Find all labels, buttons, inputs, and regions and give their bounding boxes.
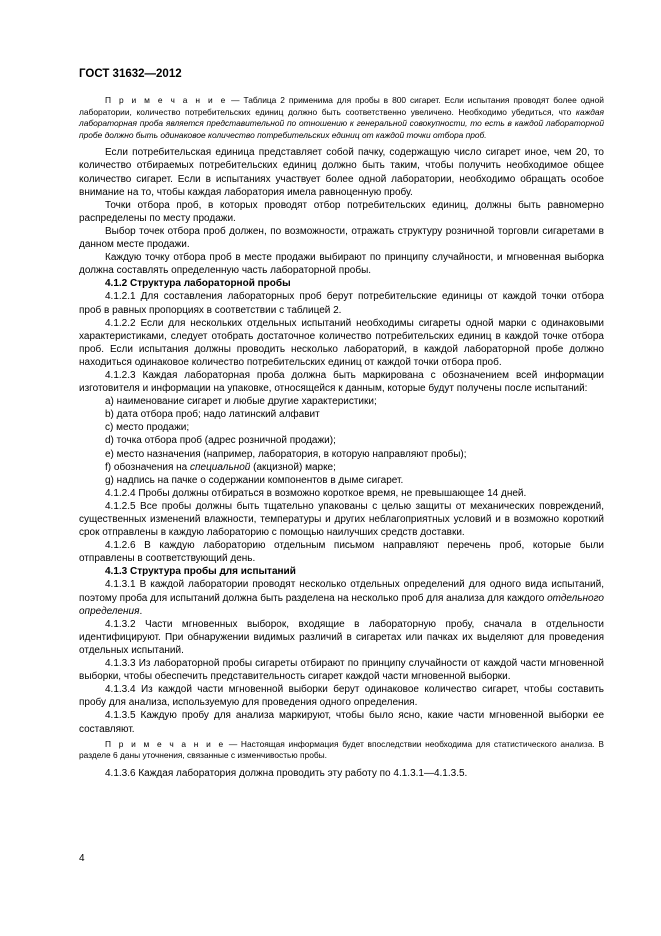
clause-4-1-2-5: 4.1.2.5 Все пробы должны быть тщательно упакованы с целью защиты от механических повреждений, существенных изменений влажности, температуры и других неблагоприятных условий и в возможно короткий срок отправлены в каждую лабораторию с помощью наилучших средств доставки.	[79, 500, 604, 539]
note-text: — Настоящая информация будет впоследствии необходима для статистического анализа. В разделе 6 даны уточнения, связанные с изменчивостью пробы.	[79, 738, 604, 761]
clause-4-1-3-5: 4.1.3.5 Каждую пробу для анализа маркируют, чтобы было ясно, какие части мгновенной выборки ее составляют.	[79, 710, 604, 735]
note-label: П р и м е ч а н и е	[105, 738, 226, 749]
paragraph: Если потребительская единица представляет собой пачку, содержащую число сигарет иное, чем 20, то количество отбираемых потребительских единиц должно быть таким, чтобы получить необходимое общее количество сигарет. Если в испытаниях участвует более одной лаборатории, необходимо обращать особое внимание на то, чтобы каждая лаборатория имела равноценную пробу.	[79, 147, 604, 198]
clause-4-1-2-3: 4.1.2.3 Каждая лабораторная проба должна быть маркирована с обозначением всей информации изготовителя и информации на упаковке, относящейся к данным, которые будут получены после испытаний:	[79, 369, 604, 395]
list-item-f	[79, 461, 604, 474]
list-item-g: g) надпись на пачке о содержании компонентов в дыме сигарет.	[105, 474, 404, 486]
clause-4-1-2-4: 4.1.2.4 Пробы должны отбираться в возможно короткое время, не превышающее 14 дней.	[105, 487, 527, 499]
clause-4-1-3-6: 4.1.3.6 Каждая лаборатория должна проводить эту работу по 4.1.3.1—4.1.3.5.	[105, 767, 468, 779]
list-item-e: e) место назначения (например, лаборатория, в которую направляют пробы);	[105, 448, 467, 460]
note-paragraph-1	[79, 95, 604, 141]
note-text-italic: каждая лабораторная проба является представительной по отношению к генеральной совокупности, то есть в каждой лабораторной пробе должно быть одинаковое количество потребительских единиц от каждой точки отбора проб.	[79, 106, 604, 140]
clause-4-1-3-3: 4.1.3.3 Из лабораторной пробы сигареты отбирают по принципу случайности от каждой части мгновенной выборки, чтобы обеспечить представительность сигарет каждой части мгновенной выборки.	[79, 658, 604, 683]
list-item-d: d) точка отбора проб (адрес розничной продажи);	[105, 435, 336, 447]
paragraph: Каждую точку отбора проб в месте продажи выбирают по принципу случайности, и мгновенная выборка должна составлять определенную часть лабораторной пробы.	[79, 252, 604, 277]
list-item-f-italic: специальной	[190, 461, 251, 473]
section-heading-4-1-3: 4.1.3 Структура пробы для испытаний	[105, 566, 296, 578]
clause-4-1-3-4: 4.1.3.4 Из каждой части мгновенной выборки берут одинаковое количество сигарет, чтобы составить пробу для анализа, используемую для проведения одного определения.	[79, 684, 604, 709]
paragraph: Точки отбора проб, в которых проводят отбор потребительских единиц, должны быть равномерно распределены по месту продажи.	[79, 199, 604, 224]
list-item-a: a) наименование сигарет и любые другие характеристики;	[105, 396, 377, 408]
list-item-f-text: f) обозначения на	[105, 461, 191, 473]
page-number: 4	[79, 853, 85, 864]
clause-text: 4.1.3.1 В каждой лаборатории проводят несколько отдельных определений для одного вида испытаний, поэтому проба для испытаний должна быть разделена на несколько проб для анализа для каждого	[79, 579, 604, 604]
list-item-c: c) место продажи;	[105, 422, 190, 434]
note-paragraph-2	[79, 739, 604, 762]
note-text: — Таблица 2 применима для пробы в 800 сигарет. Если испытания проводят более одной лаборатории, количество потребительских единиц должно быть соответственно увеличено. Необходимо убедиться, что	[79, 95, 604, 117]
clause-4-1-2-1: 4.1.2.1 Для составления лабораторных проб берут потребительские единицы от каждой точки отбора проб в равных пропорциях в соответствии с таблицей 2.	[79, 291, 604, 316]
list-item-b: b) дата отбора проб; надо латинский алфавит	[105, 409, 320, 421]
note-label: П р и м е ч а н и е	[105, 95, 228, 105]
clause-4-1-3-1	[79, 578, 604, 617]
clause-text-end: .	[139, 605, 143, 617]
page-body	[79, 95, 604, 780]
paragraph: Выбор точек отбора проб должен, по возможности, отражать структуру розничной торговли сигаретами в данном месте продажи.	[79, 225, 604, 251]
clause-text-italic: отдельного определения	[79, 592, 604, 617]
clause-4-1-2-2: 4.1.2.2 Если для нескольких отдельных испытаний необходимы сигареты одной марки с одинаковыми характеристиками, следует отобрать достаточное количество потребительских единиц в каждой точке отбора проб. Если испытания должны проводить несколько лабораторий, в каждой лабораторной пробе должно находиться одинаковое количество потребительских единиц от каждой точки отбора проб.	[79, 317, 604, 368]
list-item-f-tail: (акцизной) марке;	[250, 461, 336, 473]
clause-4-1-3-2: 4.1.3.2 Части мгновенных выборок, входящие в лабораторную пробу, сначала в отдельности идентифицируют. При обнаружении видимых различий в сигаретах или пачках их выделяют для проведения отдельных испытаний.	[79, 618, 604, 656]
section-heading-4-1-2: 4.1.2 Структура лабораторной пробы	[105, 278, 291, 290]
clause-4-1-2-6: 4.1.2.6 В каждую лабораторию отдельным письмом направляют перечень проб, которые были отправлены в соответствующий день.	[79, 540, 604, 565]
document-header: ГОСТ 31632—2012	[79, 68, 182, 80]
